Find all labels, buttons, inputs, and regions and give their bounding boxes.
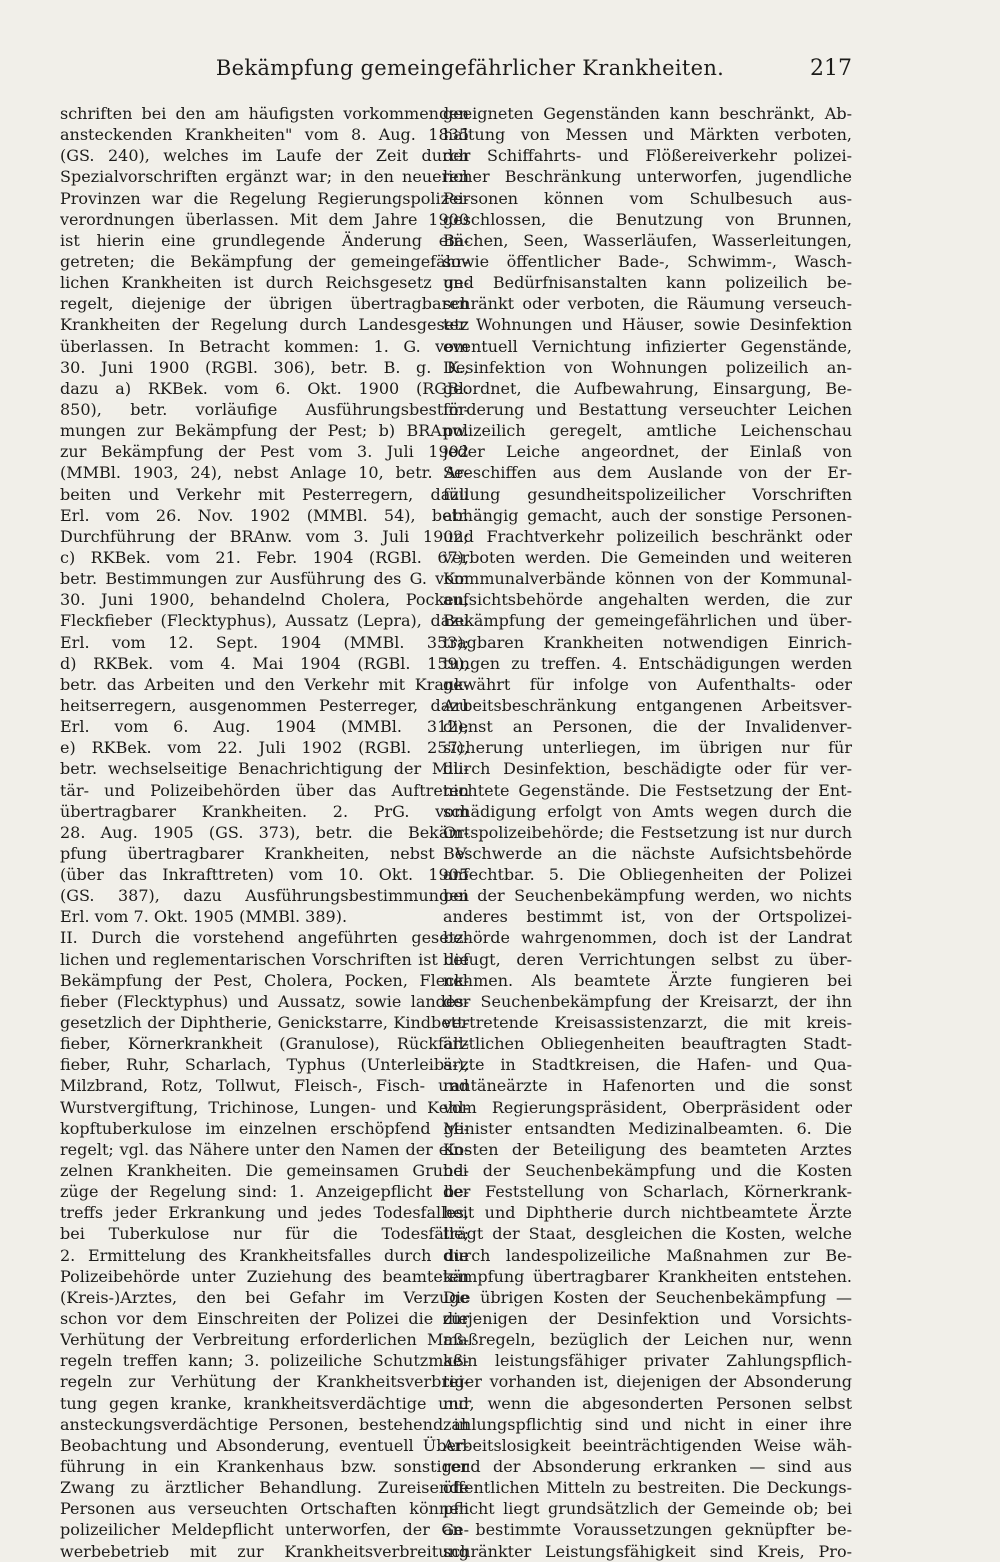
text-line: 2. Ermittelung des Krankheitsfalles durch die [60, 1245, 469, 1265]
text-line: (Kreis-)Arztes, den bei Gefahr im Verzuge [60, 1287, 469, 1307]
text-line: gesetzlich der Diphtherie, Genickstarre, Kindbett- [60, 1013, 469, 1033]
text-line: fieber, Körnerkrankheit (Granulose), Rückfall- [60, 1034, 469, 1054]
text-line: Durchführung der BRAnw. vom 3. Juli 1902; [60, 526, 469, 546]
text-line: eventuell Vernichtung infizierter Gegenstände, [443, 336, 852, 356]
text-line: tär- und Polizeibehörden über das Auftreten [60, 780, 469, 800]
text-line: schränkter Leistungsfähigkeit sind Kreis, Pro- [443, 1541, 852, 1561]
text-line: rend der Absonderung erkranken — sind aus [443, 1457, 852, 1476]
text-line: bei der Seuchenbekämpfung und die Kosten [443, 1161, 852, 1181]
text-line: mungen zur Bekämpfung der Pest; b) BRAnw. [60, 421, 469, 441]
text-line: der Schiffahrts- und Flößereiverkehr polizei- [443, 146, 852, 166]
text-line: tungen zu treffen. 4. Entschädigungen werden [443, 653, 852, 673]
text-line: trägt der Staat, desgleichen die Kosten, welche [443, 1224, 852, 1244]
text-line: betr. das Arbeiten und den Verkehr mit Krank- [60, 674, 469, 694]
text-line: führung in ein Krankenhaus bzw. sonstiger [60, 1457, 469, 1476]
right-column [443, 103, 852, 1562]
text-line: d) RKBek. vom 4. Mai 1904 (RGBl. 159), [60, 653, 469, 673]
text-line: befugt, deren Verrichtungen selbst zu über- [443, 949, 852, 969]
text-line: maßregeln, bezüglich der Leichen nur, wenn [443, 1330, 852, 1350]
text-line: fieber (Flecktyphus) und Aussatz, sowie landes- [60, 991, 469, 1011]
text-line: Milzbrand, Rotz, Tollwut, Fleisch-, Fisch- und [60, 1076, 469, 1096]
text-line: schriften bei den am häufigsten vorkommenden [60, 104, 469, 123]
text-line: ansteckungsverdächtige Personen, bestehend in [60, 1414, 469, 1434]
text-line: betr. Bestimmungen zur Ausführung des G. vom [60, 569, 469, 589]
text-line: regeln treffen kann; 3. polizeiliche Schutzmaß- [60, 1351, 469, 1371]
text-line: tiger vorhanden ist, diejenigen der Absonderung [443, 1372, 852, 1392]
text-line: zelnen Krankheiten. Die gemeinsamen Grund- [60, 1161, 469, 1181]
text-line: tung gegen kranke, krankheitsverdächtige und [60, 1393, 469, 1413]
text-line: jeder Leiche angeordnet, der Einlaß von [443, 442, 852, 462]
text-line: Die übrigen Kosten der Seuchenbekämpfung — [443, 1287, 852, 1307]
text-line: sowie öffentlicher Bade-, Schwimm-, Wasch- [443, 251, 852, 271]
text-line: lichen Krankheiten ist durch Reichsgesetz ge- [60, 273, 469, 293]
page-number: 217 [810, 56, 852, 81]
text-line: schon vor dem Einschreiten der Polizei die zur [60, 1309, 469, 1329]
text-line: kein leistungsfähiger privater Zahlungspflich- [443, 1351, 852, 1371]
text-line: Arbeitsbeschränkung entgangenen Arbeitsver- [443, 695, 852, 715]
text-line: Verhütung der Verbreitung erforderlichen Maß- [60, 1330, 469, 1350]
text-line: heit und Diphtherie durch nichtbeamtete Ärzte [443, 1203, 852, 1223]
text-line: (über das Inkrafttreten) vom 10. Okt. 1905 [60, 865, 469, 885]
text-line: ansteckenden Krankheiten" vom 8. Aug. 1835 [60, 125, 469, 145]
text-line: Provinzen war die Regelung Regierungspolizei- [60, 188, 469, 208]
text-line: verboten werden. Die Gemeinden und weiteren [443, 547, 852, 567]
text-line: nur, wenn die abgesonderten Personen selbst [443, 1393, 852, 1413]
text-line: Bekämpfung der Pest, Cholera, Pocken, Fleck- [60, 970, 469, 990]
text-line: züge der Regelung sind: 1. Anzeigepflicht be- [60, 1182, 469, 1202]
text-line: Fleckfieber (Flecktyphus), Aussatz (Lepra), dazu [60, 611, 469, 631]
text-line: polizeilich geregelt, amtliche Leichenschau [443, 421, 852, 441]
text-line: Beobachtung und Absonderung, eventuell Über- [60, 1435, 469, 1455]
text-line: Bächen, Seen, Wasserläufen, Wasserleitungen, [443, 230, 852, 250]
text-line: Wurstvergiftung, Trichinose, Lungen- und Kehl- [60, 1097, 469, 1117]
text-line: beiten und Verkehr mit Pesterregern, dazu [60, 484, 469, 504]
text-line: der Feststellung von Scharlach, Körnerkrank- [443, 1182, 852, 1202]
text-line: sicherung unterliegen, im übrigen nur für [443, 738, 852, 758]
text-line: fieber, Ruhr, Scharlach, Typhus (Unterleibs-), [60, 1055, 469, 1075]
text-line: überlassen. In Betracht kommen: 1. G. vom [60, 336, 469, 356]
text-line: anfechtbar. 5. Die Obliegenheiten der Polizei [443, 865, 852, 885]
text-line: der Seuchenbekämpfung der Kreisarzt, der ihn [443, 991, 852, 1011]
text-line: 850), betr. vorläufige Ausführungsbestim- [60, 399, 469, 419]
text-line: nehmen. Als beamtete Ärzte fungieren bei [443, 970, 852, 990]
left-column [60, 103, 469, 1562]
text-line: getreten; die Bekämpfung der gemeingefähr- [60, 251, 469, 271]
text-line: abhängig gemacht, auch der sonstige Personen- [443, 505, 852, 525]
text-line: dienst an Personen, die der Invalidenver- [443, 717, 852, 737]
text-line: Erl. vom 12. Sept. 1904 (MMBl. 353); [60, 632, 469, 652]
text-line: Zwang zu ärztlicher Behandlung. Zureisende [60, 1478, 469, 1498]
text-line: regelt, diejenige der übrigen übertragbaren [60, 294, 469, 314]
text-line: bei Tuberkulose nur für die Todesfälle; [60, 1224, 469, 1244]
text-line: geschlossen, die Benutzung von Brunnen, [443, 209, 852, 229]
text-line: Kosten der Beteiligung des beamteten Arztes [443, 1139, 852, 1159]
text-line: kopftuberkulose im einzelnen erschöpfend ge- [60, 1118, 469, 1138]
text-line: geordnet, die Aufbewahrung, Einsargung, Be- [443, 378, 852, 398]
text-line: übertragbarer Krankheiten. 2. PrG. vom [60, 801, 469, 821]
text-line: verordnungen überlassen. Mit dem Jahre 1900 [60, 209, 469, 229]
running-head: Bekämpfung gemeingefährlicher Krankheiten. [215, 56, 725, 80]
text-line: regeln zur Verhütung der Krankheitsverbrei- [60, 1372, 469, 1392]
text-line: Minister entsandten Medizinalbeamten. 6. Die [443, 1118, 852, 1138]
text-line: durch Desinfektion, beschädigte oder für ver- [443, 759, 852, 779]
text-line: öffentlichen Mitteln zu bestreiten. Die Deckungs- [443, 1478, 852, 1498]
text-line: polizeilicher Meldepflicht unterworfen, der Ge- [60, 1520, 469, 1540]
text-line: schädigung erfolgt von Amts wegen durch die [443, 801, 852, 821]
text-line: regelt; vgl. das Nähere unter den Namen der ein- [60, 1139, 469, 1159]
text-line: Erl. vom 6. Aug. 1904 (MMBl. 312); [60, 717, 469, 737]
text-line: heitserregern, ausgenommen Pesterreger, dazu [60, 695, 469, 715]
text-line: Polizeibehörde unter Zuziehung des beamteten [60, 1266, 469, 1286]
text-line: zur Bekämpfung der Pest vom 3. Juli 1902 [60, 442, 469, 462]
text-line: aufsichtsbehörde angehalten werden, die zur [443, 590, 852, 610]
text-line: zahlungspflichtig sind und nicht in einer ihre [443, 1414, 852, 1434]
text-line: Spezialvorschriften ergänzt war; in den neueren [60, 167, 469, 187]
text-line: anderes bestimmt ist, von der Ortspolizei- [443, 907, 852, 927]
text-line: pflicht liegt grundsätzlich der Gemeinde ob; bei [443, 1499, 852, 1519]
text-line: Erl. vom 7. Okt. 1905 (MMBl. 389). [60, 907, 348, 927]
text-line: e) RKBek. vom 22. Juli 1902 (RGBl. 257), [60, 738, 469, 758]
text-line: haltung von Messen und Märkten verboten, [443, 125, 852, 145]
text-line: c) RKBek. vom 21. Febr. 1904 (RGBl. 67), [60, 547, 469, 567]
text-line: förderung und Bestattung verseuchter Leichen [443, 399, 852, 419]
text-line: kämpfung übertragbarer Krankheiten entstehen. [443, 1266, 852, 1286]
text-line: Arbeitslosigkeit beeinträchtigenden Weise wäh- [443, 1435, 852, 1455]
text-line: werbebetrieb mit zur Krankheitsverbreitung [60, 1541, 469, 1561]
text-line: bei der Seuchenbekämpfung werden, wo nichts [443, 886, 852, 906]
text-line: II. Durch die vorstehend angeführten gesetz- [60, 928, 469, 948]
text-line: treffs jeder Erkrankung und jedes Todesfalles, [60, 1203, 469, 1223]
text-line: Personen aus verseuchten Ortschaften können [60, 1499, 469, 1519]
text-line: behörde wahrgenommen, doch ist der Landrat [443, 928, 852, 948]
text-line: (GS. 240), welches im Laufe der Zeit durch [60, 146, 469, 166]
text-line: ter Wohnungen und Häuser, sowie Desinfektion [443, 315, 852, 335]
text-line: Beschwerde an die nächste Aufsichtsbehörde [443, 843, 852, 863]
text-line: diejenigen der Desinfektion und Vorsichts- [443, 1309, 852, 1329]
text-line: Bekämpfung der gemeingefährlichen und über- [443, 611, 852, 631]
text-line: pfung übertragbarer Krankheiten, nebst V. [60, 843, 469, 863]
text-line: füllung gesundheitspolizeilicher Vorschriften [443, 484, 852, 504]
text-line: Desinfektion von Wohnungen polizeilich an- [443, 357, 852, 377]
text-line: und Bedürfnisanstalten kann polizeilich be- [443, 273, 852, 293]
text-line: vom Regierungspräsident, Oberpräsident oder [443, 1097, 852, 1117]
text-line: und Frachtverkehr polizeilich beschränkt oder [443, 526, 852, 546]
text-line: betr. wechselseitige Benachrichtigung der Mili- [60, 759, 469, 779]
text-line: licher Beschränkung unterworfen, jugendliche [443, 167, 852, 187]
text-line: ärztlichen Obliegenheiten beauftragten Stadt- [443, 1034, 852, 1054]
text-line: lichen und reglementarischen Vorschriften ist die [60, 949, 469, 969]
text-line: 28. Aug. 1905 (GS. 373), betr. die Bekäm- [60, 822, 469, 842]
text-line: an bestimmte Voraussetzungen geknüpfter be- [443, 1520, 852, 1540]
text-line: Erl. vom 26. Nov. 1902 (MMBl. 54), betr. [60, 505, 469, 525]
text-line: ist hierin eine grundlegende Änderung ein- [60, 230, 469, 250]
text-line: (MMBl. 1903, 24), nebst Anlage 10, betr. Ar- [60, 463, 469, 483]
text-line: Krankheiten der Regelung durch Landesgesetz [60, 315, 469, 335]
text-line: 30. Juni 1900 (RGBl. 306), betr. B. g. K., [60, 357, 469, 377]
text-line: Seeschiffen aus dem Auslande von der Er- [443, 463, 852, 483]
text-line: Ortspolizeibehörde; die Festsetzung ist nur durch [443, 822, 852, 842]
text-line: dazu a) RKBek. vom 6. Okt. 1900 (RGBl. [60, 378, 469, 398]
text-line: gewährt für infolge von Aufenthalts- oder [443, 674, 852, 694]
text-line: (GS. 387), dazu Ausführungsbestimmungen [60, 886, 469, 906]
text-line: durch landespolizeiliche Maßnahmen zur Be- [443, 1245, 852, 1265]
text-line: ärzte in Stadtkreisen, die Hafen- und Qua- [443, 1055, 852, 1075]
text-line: Kommunalverbände können von der Kommunal- [443, 569, 852, 589]
text-line: Personen können vom Schulbesuch aus- [443, 188, 852, 208]
text-line: vertretende Kreisassistenzarzt, die mit kreis- [443, 1013, 852, 1033]
text-line: geeigneten Gegenständen kann beschränkt, Ab- [443, 104, 852, 123]
text-line: nichtete Gegenstände. Die Festsetzung der Ent- [443, 780, 852, 800]
text-line: rantäneärzte in Hafenorten und die sonst [443, 1076, 852, 1096]
text-line: schränkt oder verboten, die Räumung verseuch- [443, 294, 852, 314]
text-line: 30. Juni 1900, behandelnd Cholera, Pocken, [60, 590, 469, 610]
text-line: tragbaren Krankheiten notwendigen Einrich- [443, 632, 852, 652]
